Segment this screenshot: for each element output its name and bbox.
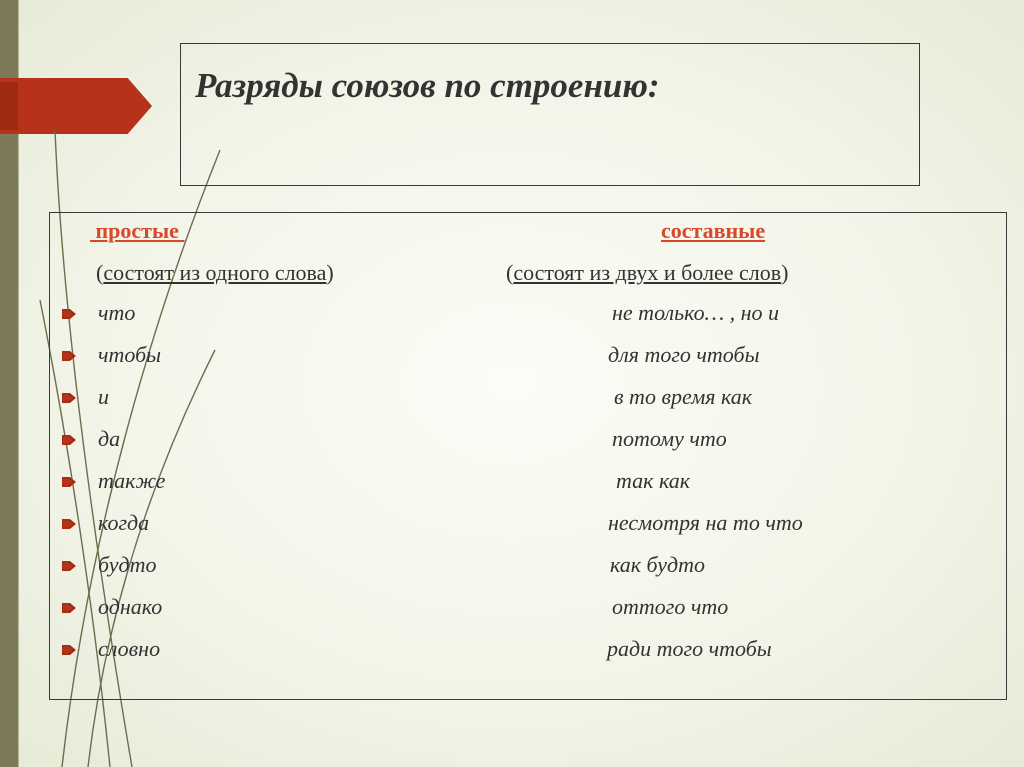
compound-item: как будто [610, 552, 706, 577]
compound-item: в то время как [614, 384, 753, 409]
arrow-bullet-icon [62, 309, 76, 319]
compound-item: для того чтобы [608, 342, 760, 367]
simple-item: что [98, 300, 136, 325]
simple-item: также [98, 468, 166, 493]
simple-desc-text: состоят из одного слова [103, 260, 327, 285]
compound-item: так как [616, 468, 690, 493]
compound-item: оттого что [612, 594, 729, 619]
compound-desc-close: ) [781, 260, 789, 285]
simple-item: словно [98, 636, 161, 661]
simple-desc-open: ( [96, 260, 104, 285]
title-box [180, 43, 920, 186]
arrow-bullet-icon [62, 603, 76, 613]
compound-heading: составные [661, 218, 766, 243]
compound-desc-open: ( [506, 260, 514, 285]
simple-item: будто [98, 552, 157, 577]
simple-heading: простые [90, 218, 185, 243]
simple-item: однако [98, 594, 163, 619]
simple-item: и [98, 384, 109, 409]
arrow-bullet-icon [62, 645, 76, 655]
simple-item: когда [98, 510, 150, 535]
compound-item: не только… , но и [612, 300, 780, 325]
simple-description [96, 260, 334, 286]
compound-description [506, 260, 788, 286]
arrow-bullet-icon [62, 477, 76, 487]
simple-item: чтобы [98, 342, 162, 367]
compound-desc-text: состоят из двух и более слов [513, 260, 782, 285]
arrow-bullet-icon [62, 519, 76, 529]
arrow-bullet-icon [62, 351, 76, 361]
page-title: Разряды союзов по строению: [195, 66, 660, 105]
compound-item: несмотря на то что [608, 510, 803, 535]
compound-item: потому что [612, 426, 727, 451]
red-arrow-tab [0, 78, 152, 134]
arrow-bullet-icon [62, 435, 76, 445]
simple-item: да [98, 426, 121, 451]
compound-item: ради того чтобы [607, 636, 772, 661]
simple-desc-close: ) [326, 260, 334, 285]
red-tab-notch [0, 82, 18, 130]
arrow-bullet-icon [62, 393, 76, 403]
arrow-bullet-icon [62, 561, 76, 571]
